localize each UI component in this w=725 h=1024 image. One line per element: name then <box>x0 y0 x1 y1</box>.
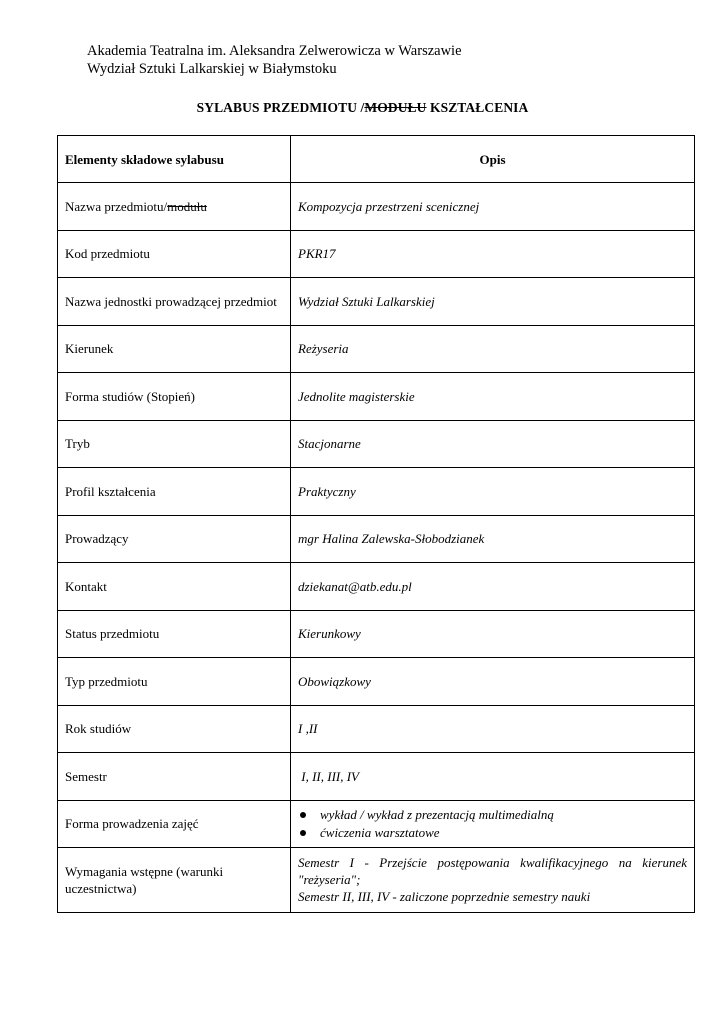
academy-name: Akademia Teatralna im. Aleksandra Zelwerowicza w Warszawie <box>87 43 462 59</box>
table-row <box>58 847 695 912</box>
syllabus-table <box>57 135 695 913</box>
row-label: Nazwa jednostki prowadzącej przedmiot <box>58 278 291 326</box>
row-value: Reżyseria <box>291 325 695 373</box>
row-label: Typ przedmiotu <box>58 658 291 706</box>
row-value: I ,II <box>291 705 695 753</box>
row-value: Kierunkowy <box>291 610 695 658</box>
table-row <box>58 230 695 278</box>
row-label: Wymagania wstępne (warunki uczestnictwa) <box>58 847 291 912</box>
table-row <box>58 658 695 706</box>
table-row <box>58 183 695 231</box>
row-value: mgr Halina Zalewska-Słobodzianek <box>291 515 695 563</box>
table-row <box>58 278 695 326</box>
row-value <box>291 800 695 847</box>
row-label: Forma prowadzenia zajęć <box>58 800 291 847</box>
list-item <box>298 824 687 842</box>
column-header-elements: Elementy składowe sylabusu <box>58 136 291 183</box>
institution-header <box>87 42 462 78</box>
list-item <box>298 806 687 824</box>
teaching-forms-list <box>298 806 687 842</box>
table-row <box>58 753 695 801</box>
row-value: Kompozycja przestrzeni scenicznej <box>291 183 695 231</box>
bullet-icon <box>300 830 306 836</box>
table-row <box>58 563 695 611</box>
title-struck-word: MODUŁU <box>364 100 427 115</box>
row-label: Kod przedmiotu <box>58 230 291 278</box>
row-value: PKR17 <box>291 230 695 278</box>
table-row <box>58 468 695 516</box>
table-row <box>58 800 695 847</box>
row-value: Praktyczny <box>291 468 695 516</box>
row-value: I, II, III, IV <box>291 753 695 801</box>
table-row <box>58 610 695 658</box>
row-label: Kierunek <box>58 325 291 373</box>
row-label: Tryb <box>58 420 291 468</box>
requirement-line: Semestr I - Przejście postępowania kwalifikacyjnego na kierunek "reżyseria"; <box>298 855 687 887</box>
row-label: Kontakt <box>58 563 291 611</box>
list-item-text: ćwiczenia warsztatowe <box>320 824 440 840</box>
row-value <box>291 847 695 912</box>
faculty-name: Wydział Sztuki Lalkarskiej w Białymstoku <box>87 61 337 77</box>
table-row <box>58 515 695 563</box>
table-row <box>58 373 695 421</box>
row-label <box>58 183 291 231</box>
name-label-text: Nazwa przedmiotu/ <box>65 198 168 214</box>
row-value: Obowiązkowy <box>291 658 695 706</box>
table-row <box>58 420 695 468</box>
row-value: Wydział Sztuki Lalkarskiej <box>291 278 695 326</box>
column-header-description: Opis <box>291 136 695 183</box>
row-value: Stacjonarne <box>291 420 695 468</box>
title-part2: KSZTAŁCENIA <box>426 100 529 115</box>
table-header-row <box>58 136 695 183</box>
table-row <box>58 325 695 373</box>
title-part1: SYLABUS PRZEDMIOTU / <box>196 100 365 115</box>
row-label: Profil kształcenia <box>58 468 291 516</box>
row-label: Forma studiów (Stopień) <box>58 373 291 421</box>
bullet-icon <box>300 812 306 818</box>
list-item-text: wykład / wykład z prezentacją multimedialną <box>320 806 554 822</box>
row-value: dziekanat@atb.edu.pl <box>291 563 695 611</box>
row-value: Jednolite magisterskie <box>291 373 695 421</box>
document-title <box>0 100 725 116</box>
row-label: Status przedmiotu <box>58 610 291 658</box>
row-label: Rok studiów <box>58 705 291 753</box>
row-label: Semestr <box>58 753 291 801</box>
requirement-line: Semestr II, III, IV - zaliczone poprzednie semestry nauki <box>298 889 591 904</box>
row-label: Prowadzący <box>58 515 291 563</box>
table-row <box>58 705 695 753</box>
name-label-struck: modułu <box>167 198 207 214</box>
